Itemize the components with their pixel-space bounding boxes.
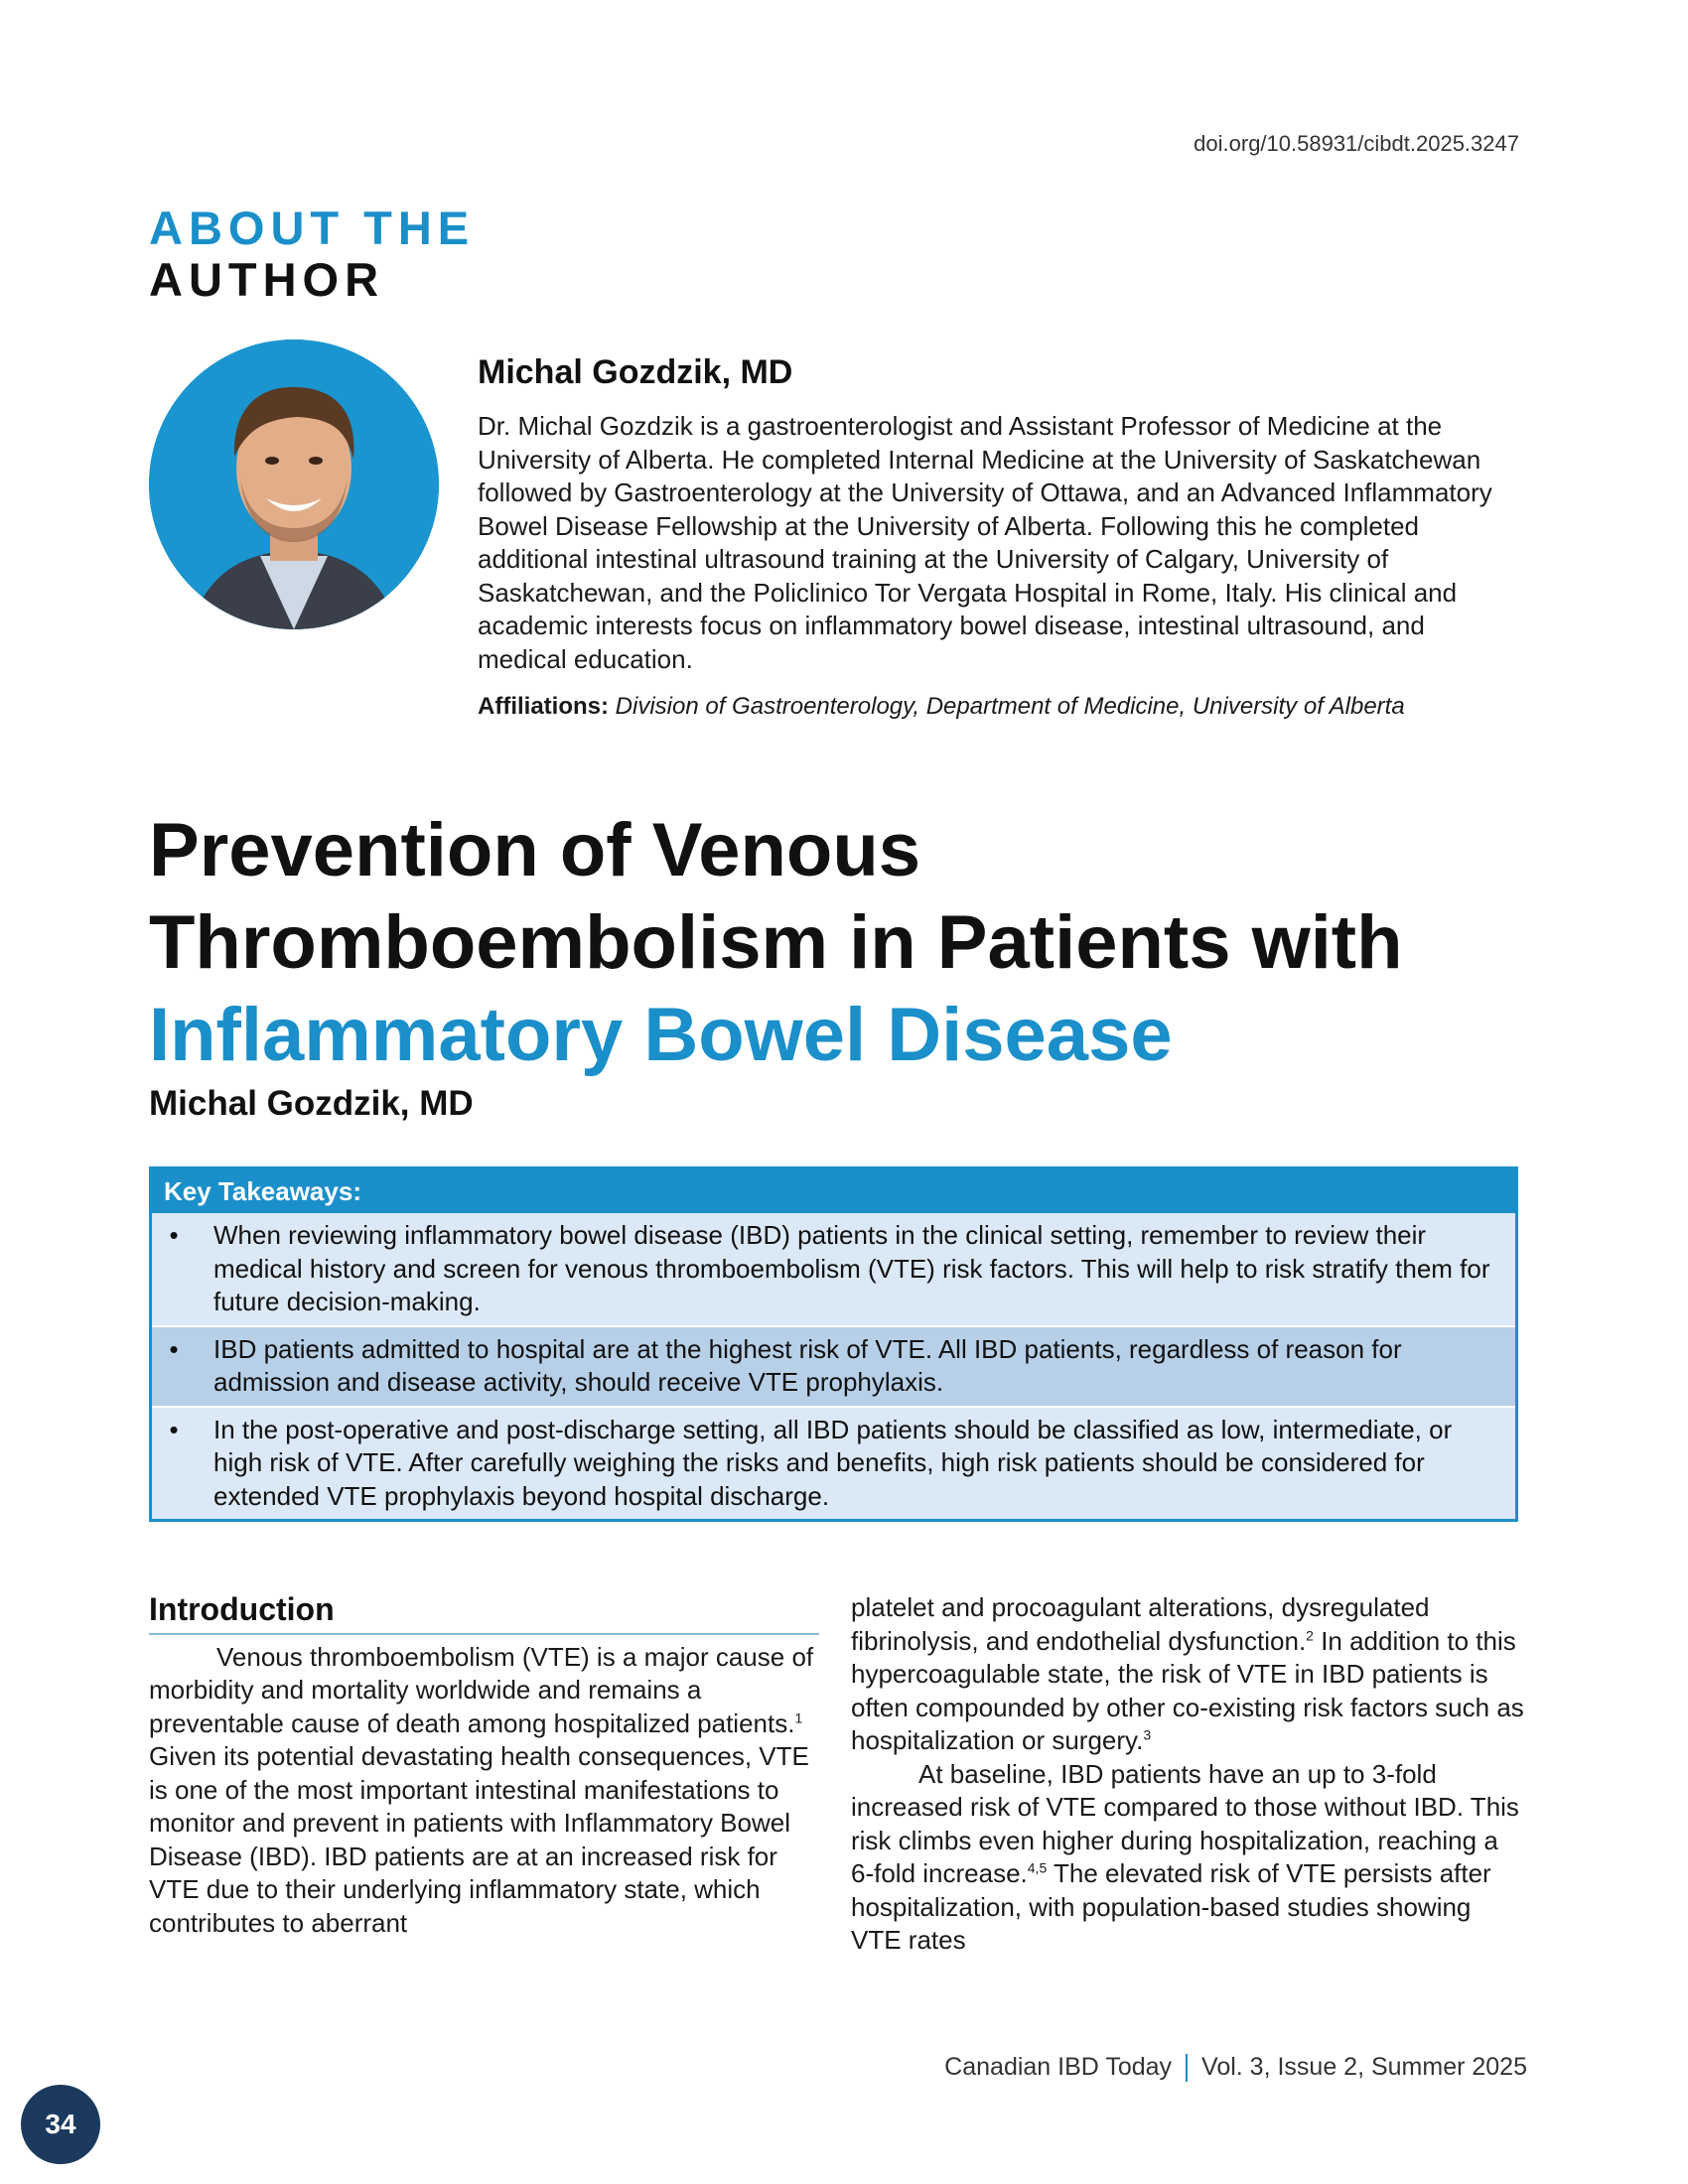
- baseline-risk-paragraph: [851, 1758, 1526, 1958]
- text-run: Given its potential devastating health consequences, VTE is one of the most important intestinal manifestations to monitor and prevent in patients with Inflammatory Bowel Disease (IBD). IBD patients are at an increased risk for VTE due to their underlying inflammatory state, which contributes to aberrant: [149, 1741, 809, 1938]
- about-heading-line2: AUTHOR: [149, 253, 385, 306]
- bullet: •: [169, 1333, 179, 1364]
- takeaway-text: In the post-operative and post-discharge setting, all IBD patients should be classified as low, intermediate, or high risk of VTE. After carefully weighing the risks and benefits, high risk patients should be considered for extended VTE prophylaxis beyond hospital discharge.: [213, 1414, 1453, 1511]
- key-takeaways-heading: Key Takeaways:: [152, 1169, 1515, 1213]
- citation-1[interactable]: 1: [794, 1708, 803, 1725]
- text-run: The elevated risk of VTE persists after hospitalization, with population-based studies showing VTE rates: [851, 1858, 1491, 1955]
- citation-2[interactable]: 2: [1306, 1626, 1314, 1643]
- author-bio-text: Dr. Michal Gozdzik is a gastroenterologist and Assistant Professor of Medicine at the University of Alberta. He completed Internal Medicine at the University of Saskatchewan followed by Gastroenterology at the University of Ottawa, and an Advanced Inflammatory Bowel Disease Fellowship at the University of Alberta. Following this he completed additional intestinal ultrasound training at the University of Calgary, University of Saskatchewan, and the Policlinico Tor Vergata Hospital in Rome, Italy. His clinical and academic interests focus on inflammatory bowel disease, intestinal ultrasound, and medical education.: [478, 411, 1492, 674]
- body-column-left: [149, 1593, 819, 1940]
- citation-3[interactable]: 3: [1143, 1726, 1152, 1743]
- bullet: •: [169, 1220, 179, 1250]
- journal-name: Canadian IBD Today: [944, 2053, 1173, 2081]
- text-run: Venous thromboembolism (VTE) is a major cause of morbidity and mortality worldwide and remains a preventable cause of death among hospitalized patients.: [149, 1641, 814, 1738]
- citation-4-5[interactable]: 4,5: [1027, 1859, 1048, 1876]
- author-portrait-illustration: [149, 340, 439, 629]
- introduction-heading: Introduction: [149, 1593, 819, 1635]
- text-run: platelet and procoagulant alterations, dysregulated fibrinolysis, and endothelial dysfunction.: [851, 1592, 1430, 1656]
- title-line-1: Prevention of Venous: [149, 808, 921, 892]
- intro-paragraph: [149, 1641, 819, 1941]
- issue-info: Vol. 3, Issue 2, Summer 2025: [1201, 2053, 1527, 2081]
- title-line-2: Thromboembolism in Patients with: [149, 900, 1403, 985]
- text-run: In addition to this hypercoagulable state, the risk of VTE in IBD patients is often compounded by other co-existing risk factors such as hospitalization or surgery.: [851, 1625, 1524, 1755]
- author-affiliations: [478, 690, 1451, 723]
- title-line-3: Inflammatory Bowel Disease: [149, 993, 1173, 1077]
- about-heading-line1: ABOUT THE: [149, 202, 476, 254]
- author-bio: [478, 353, 1510, 723]
- takeaway-item: [152, 1408, 1515, 1520]
- author-photo: [149, 340, 439, 629]
- takeaway-text: IBD patients admitted to hospital are at the highest risk of VTE. All IBD patients, regardless of reason for admission and disease activity, should receive VTE prophylaxis.: [213, 1333, 1402, 1397]
- body-column-right: [851, 1591, 1526, 1958]
- takeaway-item: [152, 1213, 1515, 1325]
- article-byline: Michal Gozdzik, MD: [149, 1084, 474, 1123]
- continued-paragraph: [851, 1591, 1526, 1758]
- takeaway-text: When reviewing inflammatory bowel disease (IBD) patients in the clinical setting, remember to review their medical history and screen for venous thromboembolism (VTE) risk factors. This will help to risk stratify them for future decision-making.: [213, 1220, 1490, 1316]
- key-takeaways-box: [149, 1166, 1518, 1522]
- page-number-badge: 34: [21, 2085, 100, 2164]
- affiliations-label: Affiliations:: [478, 693, 609, 720]
- about-the-author-heading: [149, 203, 475, 306]
- doi-link[interactable]: doi.org/10.58931/cibdt.2025.3247: [1194, 131, 1519, 156]
- author-name: Michal Gozdzik, MD: [478, 353, 793, 391]
- article-title: [149, 804, 1539, 1081]
- page-footer: [944, 2053, 1527, 2082]
- text-run: At baseline, IBD patients have an up to 3-fold increased risk of VTE compared to those without IBD. This risk climbs even higher during hospitalization, reaching a 6-fold increase.: [851, 1758, 1519, 1888]
- takeaway-item: [152, 1327, 1515, 1406]
- affiliations-text: Division of Gastroenterology, Department of Medicine, University of Alberta: [615, 693, 1405, 720]
- bullet: •: [169, 1414, 179, 1444]
- footer-divider: [1186, 2054, 1188, 2082]
